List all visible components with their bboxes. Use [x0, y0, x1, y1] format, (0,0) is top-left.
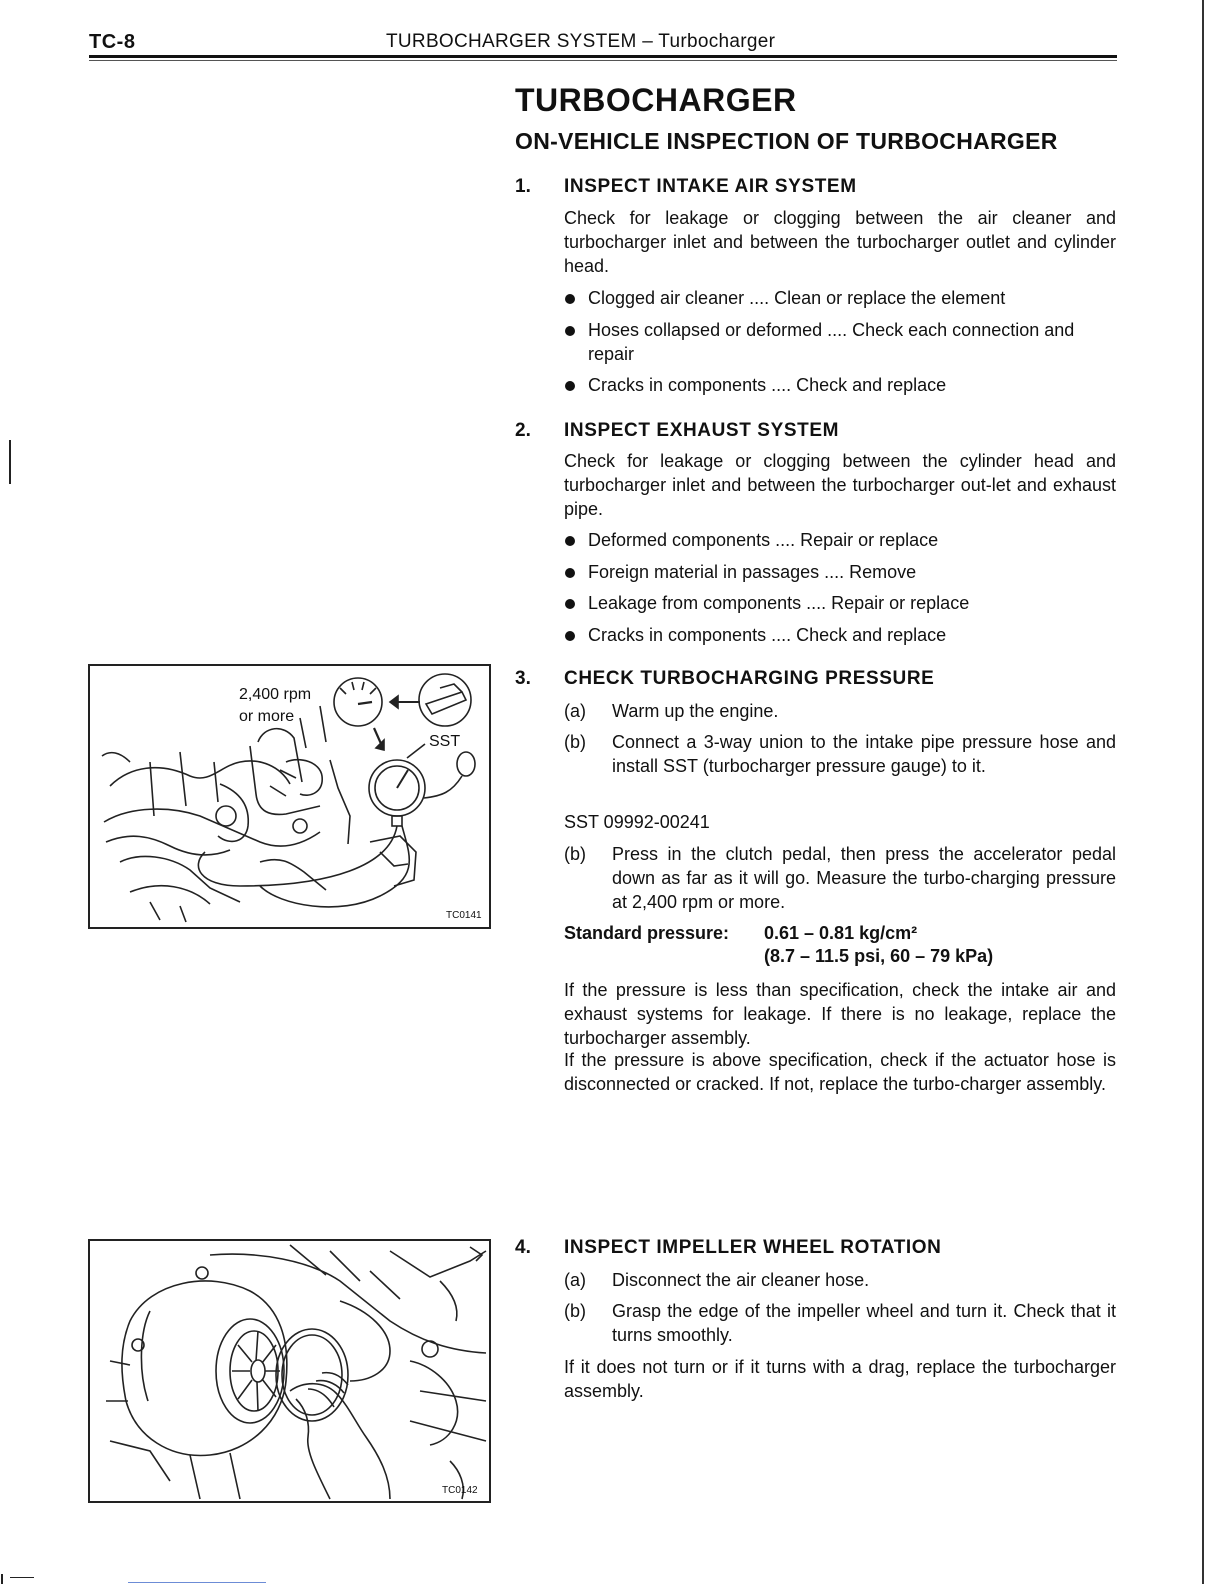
- section-heading: INSPECT EXHAUST SYSTEM: [564, 420, 840, 441]
- scan-mark: [10, 1577, 34, 1578]
- page-code: TC-8: [89, 31, 136, 53]
- bullet-item: Foreign material in passages .... Remove: [564, 560, 1116, 584]
- figure-code: TC0141: [446, 910, 482, 921]
- scan-mark: [9, 440, 11, 484]
- scan-mark: [1, 1574, 3, 1584]
- rpm-label-line-2: or more: [239, 708, 295, 725]
- bullet-item: Hoses collapsed or deformed .... Check each connection and repair: [564, 318, 1116, 366]
- step-label: (b): [564, 844, 586, 864]
- step-label: (a): [564, 701, 586, 721]
- step-text: Grasp the edge of the impeller wheel and turn it. Check that it turns smoothly.: [612, 1301, 1116, 1345]
- step-label: (a): [564, 1270, 586, 1290]
- bullet-icon: [565, 381, 575, 391]
- spec-value: 0.61 – 0.81 kg/cm²: [764, 923, 918, 943]
- section-number: 4.: [515, 1237, 531, 1258]
- section-heading: INSPECT INTAKE AIR SYSTEM: [564, 176, 857, 197]
- section-heading: CHECK TURBOCHARGING PRESSURE: [564, 668, 935, 689]
- bullet-icon: [565, 631, 575, 641]
- rpm-label: 2,400 rpm: [239, 686, 312, 703]
- section-intro: Check for leakage or clogging between the air cleaner and turbocharger inlet and between the turbocharger outlet and cylinder head.: [564, 208, 1116, 276]
- step-text: Disconnect the air cleaner hose.: [612, 1270, 870, 1290]
- section-number: 2.: [515, 420, 531, 441]
- section-number: 3.: [515, 668, 531, 689]
- step-text: Warm up the engine.: [612, 701, 779, 721]
- bullet-item: Cracks in components .... Check and replace: [564, 623, 1116, 647]
- page-edge-line: [1202, 0, 1204, 1584]
- spec-label: Standard pressure:: [564, 923, 730, 943]
- header-rule: [89, 55, 1117, 58]
- impeller-illustration: [90, 1241, 489, 1501]
- bullet-icon: [565, 599, 575, 609]
- figure-impeller-check: [88, 1239, 491, 1503]
- step-label: (b): [564, 732, 586, 752]
- step-text: Connect a 3-way union to the intake pipe pressure hose and install SST (turbocharger pressure gauge) to it.: [612, 732, 1116, 776]
- section-heading: INSPECT IMPELLER WHEEL ROTATION: [564, 1237, 942, 1258]
- bullet-icon: [565, 326, 575, 336]
- note-high-pressure: If the pressure is above specification, check if the actuator hose is disconnected or cracked. If not, replace the turbo-charger assembly.: [564, 1050, 1116, 1094]
- note-low-pressure: If the pressure is less than specification, check the intake air and exhaust systems for leakage. If there is no leakage, replace the turbocharger assembly.: [564, 980, 1116, 1048]
- bullet-icon: [565, 536, 575, 546]
- bullet-item: Deformed components .... Repair or replace: [564, 528, 1116, 552]
- section-intro: Check for leakage or clogging between the cylinder head and turbocharger inlet and between the turbocharger out-let and exhaust pipe.: [564, 451, 1116, 519]
- page-subtitle: ON-VEHICLE INSPECTION OF TURBOCHARGER: [515, 128, 1058, 154]
- engine-gauge-illustration: [90, 666, 489, 927]
- figure-code: TC0142: [442, 1485, 478, 1496]
- figure-pressure-check: [88, 664, 491, 929]
- spec-value-alt: (8.7 – 11.5 psi, 60 – 79 kPa): [764, 946, 994, 966]
- section-note: If it does not turn or if it turns with a drag, replace the turbocharger assembly.: [564, 1357, 1116, 1401]
- step-text: Press in the clutch pedal, then press the accelerator pedal down as far as it will go. Measure the turbo-charging pressure at 2,400 rpm or more.: [612, 844, 1116, 912]
- bullet-item: Cracks in components .... Check and replace: [564, 373, 1116, 397]
- sst-number: SST 09992-00241: [564, 812, 710, 832]
- sst-label: SST: [429, 733, 461, 750]
- page-title: TURBOCHARGER: [515, 82, 797, 118]
- bullet-item: Leakage from components .... Repair or replace: [564, 591, 1116, 615]
- header-rule: [89, 60, 1117, 61]
- running-title: TURBOCHARGER SYSTEM – Turbocharger: [386, 31, 776, 52]
- step-label: (b): [564, 1301, 586, 1321]
- bullet-item: Clogged air cleaner .... Clean or replace the element: [564, 286, 1116, 310]
- bullet-icon: [565, 568, 575, 578]
- section-number: 1.: [515, 176, 531, 197]
- bullet-icon: [565, 294, 575, 304]
- scan-mark: [128, 1582, 266, 1583]
